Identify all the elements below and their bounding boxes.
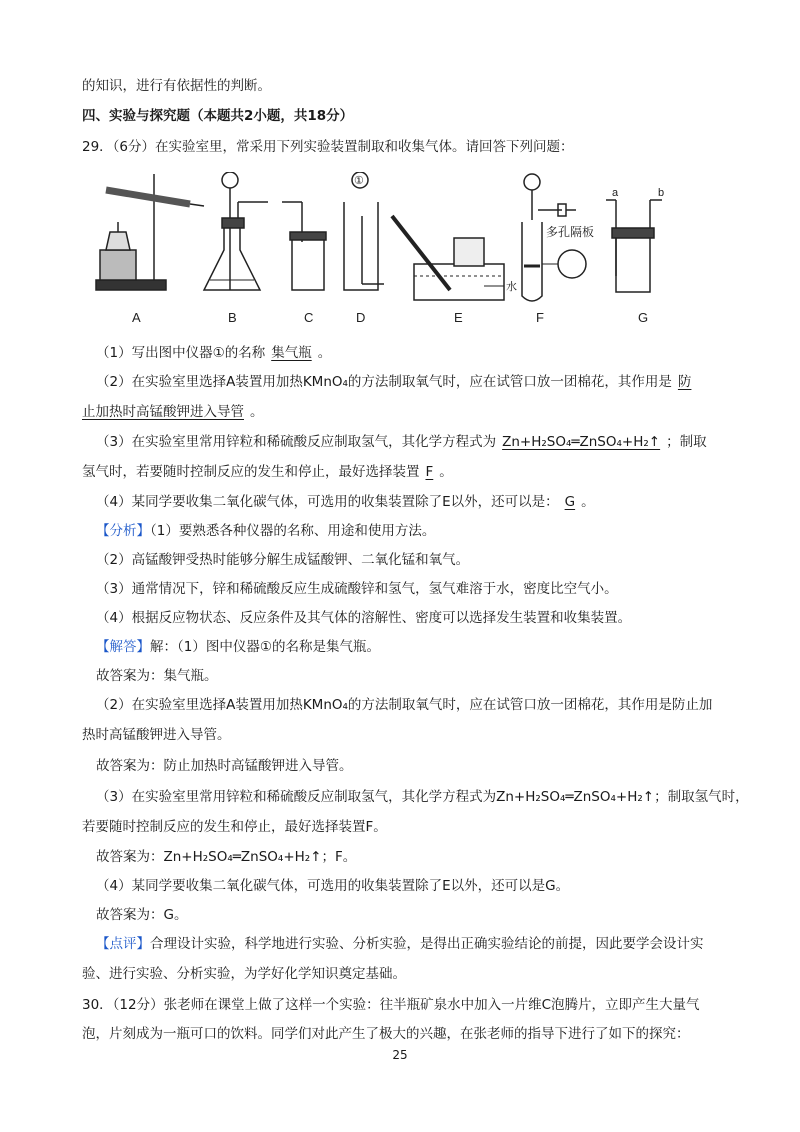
part-1-end: 。 bbox=[317, 345, 332, 361]
solution-4: （4）某同学要收集二氧化碳气体，可选用的收集装置除了E以外，还可以是G。 bbox=[96, 878, 570, 894]
label-a: A bbox=[132, 310, 141, 325]
label-f: F bbox=[536, 310, 544, 325]
part-1-question bbox=[96, 343, 331, 363]
question-29-stem: 29．（6分）在实验室里，常采用下列实验装置制取和收集气体。请回答下列问题： bbox=[82, 139, 574, 155]
label-porous-partition: 多孔隔板 bbox=[546, 225, 595, 239]
answer-2b: 止加热时高锰酸钾进入导管 bbox=[82, 404, 244, 420]
answer-2a: 防 bbox=[677, 374, 692, 390]
part-3b-text: 氢气时，若要随时控制反应的发生和停止，最好选择装置 bbox=[82, 464, 420, 480]
label-g: G bbox=[638, 310, 649, 325]
apparatus-figure bbox=[92, 172, 692, 332]
answer-3: Zn+H₂SO₄═ZnSO₄+H₂↑ bbox=[502, 434, 661, 450]
solution-tag: 【解答】 bbox=[96, 639, 150, 655]
analysis-1 bbox=[96, 521, 435, 541]
answer-1: 集气瓶 bbox=[271, 345, 312, 361]
section-heading: 四、实验与探究题（本题共2小题，共18分） bbox=[82, 108, 354, 124]
part-4-question bbox=[96, 492, 595, 512]
analysis-2: （2）高锰酸钾受热时能够分解生成锰酸钾、二氧化锰和氧气。 bbox=[96, 552, 470, 568]
part-4-text: （4）某同学要收集二氧化碳气体，可选用的收集装置除了E以外，还可以是： bbox=[96, 494, 559, 510]
label-b-port: b bbox=[658, 187, 665, 199]
text-line: 的知识，进行有依据性的判断。 bbox=[82, 78, 271, 94]
label-circle-1: ① bbox=[354, 175, 364, 187]
solution-3-cont: 若要随时控制反应的发生和停止，最好选择装置F。 bbox=[82, 819, 387, 835]
apparatus-c bbox=[282, 202, 326, 290]
answer-4: G bbox=[564, 494, 576, 510]
analysis-tag: 【分析】 bbox=[96, 523, 150, 539]
solution-3-answer: 故答案为：Zn+H₂SO₄═ZnSO₄+H₂↑；F。 bbox=[96, 849, 357, 865]
apparatus-d bbox=[344, 172, 384, 290]
answer-3b: F bbox=[425, 464, 434, 480]
part-2-text: （2）在实验室里选择A装置用加热KMnO₄的方法制取氧气时，应在试管口放一团棉花，其作用是 bbox=[96, 374, 672, 390]
label-d: D bbox=[356, 310, 366, 325]
label-water: 水 bbox=[506, 281, 517, 293]
solution-3: （3）在实验室里常用锌粒和稀硫酸反应制取氢气，其化学方程式为Zn+H₂SO₄═ZnSO₄+H₂↑；制取氢气时， bbox=[96, 789, 749, 805]
part-3-cont bbox=[82, 462, 453, 482]
apparatus-e bbox=[392, 216, 504, 300]
analysis-3: （3）通常情况下，锌和稀硫酸反应生成硫酸锌和氢气，氢气难溶于水，密度比空气小。 bbox=[96, 581, 618, 597]
solution-2: （2）在实验室里选择A装置用加热KMnO₄的方法制取氧气时，应在试管口放一团棉花，其作用是防止加 bbox=[96, 697, 713, 713]
part-4-end: 。 bbox=[581, 494, 595, 510]
label-b: B bbox=[228, 310, 237, 325]
apparatus-g bbox=[606, 200, 662, 292]
solution-2-answer: 故答案为：防止加热时高锰酸钾进入导管。 bbox=[96, 758, 353, 774]
solution-4-answer: 故答案为：G。 bbox=[96, 907, 188, 923]
solution-1 bbox=[96, 637, 380, 657]
part-1-text: （1）写出图中仪器①的名称 bbox=[96, 345, 266, 361]
question-30-line-2: 泡，片刻成为一瓶可口的饮料。同学们对此产生了极大的兴趣，在张老师的指导下进行了如下的探究： bbox=[82, 1026, 690, 1042]
solution-1-answer: 故答案为：集气瓶。 bbox=[96, 668, 218, 684]
analysis-4: （4）根据反应物状态、反应条件及其气体的溶解性、密度可以选择发生装置和收集装置。 bbox=[96, 610, 632, 626]
comment-text-1: 合理设计实验，科学地进行实验、分析实验，是得出正确实验结论的前提，因此要学会设计实 bbox=[150, 936, 704, 952]
page-number: 25 bbox=[392, 1048, 408, 1062]
solution-text-1: 解：（1）图中仪器①的名称是集气瓶。 bbox=[150, 639, 380, 655]
apparatus-a bbox=[96, 174, 204, 290]
analysis-text-1: （1）要熟悉各种仪器的名称、用途和使用方法。 bbox=[150, 523, 436, 539]
comment-2: 验、进行实验、分析实验，为学好化学知识奠定基础。 bbox=[82, 966, 406, 982]
question-30-line-1: 30．（12分）张老师在课堂上做了这样一个实验：往半瓶矿泉水中加入一片维C泡腾片，立即产生大量气 bbox=[82, 997, 700, 1013]
label-e: E bbox=[454, 310, 463, 325]
apparatus-svg bbox=[92, 172, 692, 332]
part-3b-end: 。 bbox=[439, 464, 453, 480]
part-3-end: ；制取 bbox=[666, 434, 707, 450]
label-a-port: a bbox=[612, 187, 619, 199]
part-2-cont bbox=[82, 402, 264, 422]
part-3-text: （3）在实验室里常用锌粒和稀硫酸反应制取氢气，其化学方程式为 bbox=[96, 434, 497, 450]
part-2-end: 。 bbox=[250, 404, 264, 420]
part-2-question bbox=[96, 372, 697, 392]
solution-2-cont: 热时高锰酸钾进入导管。 bbox=[82, 727, 231, 743]
apparatus-b bbox=[204, 172, 268, 290]
comment-1 bbox=[96, 934, 704, 954]
part-3-question bbox=[96, 432, 707, 452]
comment-tag: 【点评】 bbox=[96, 936, 150, 952]
label-c: C bbox=[304, 310, 314, 325]
